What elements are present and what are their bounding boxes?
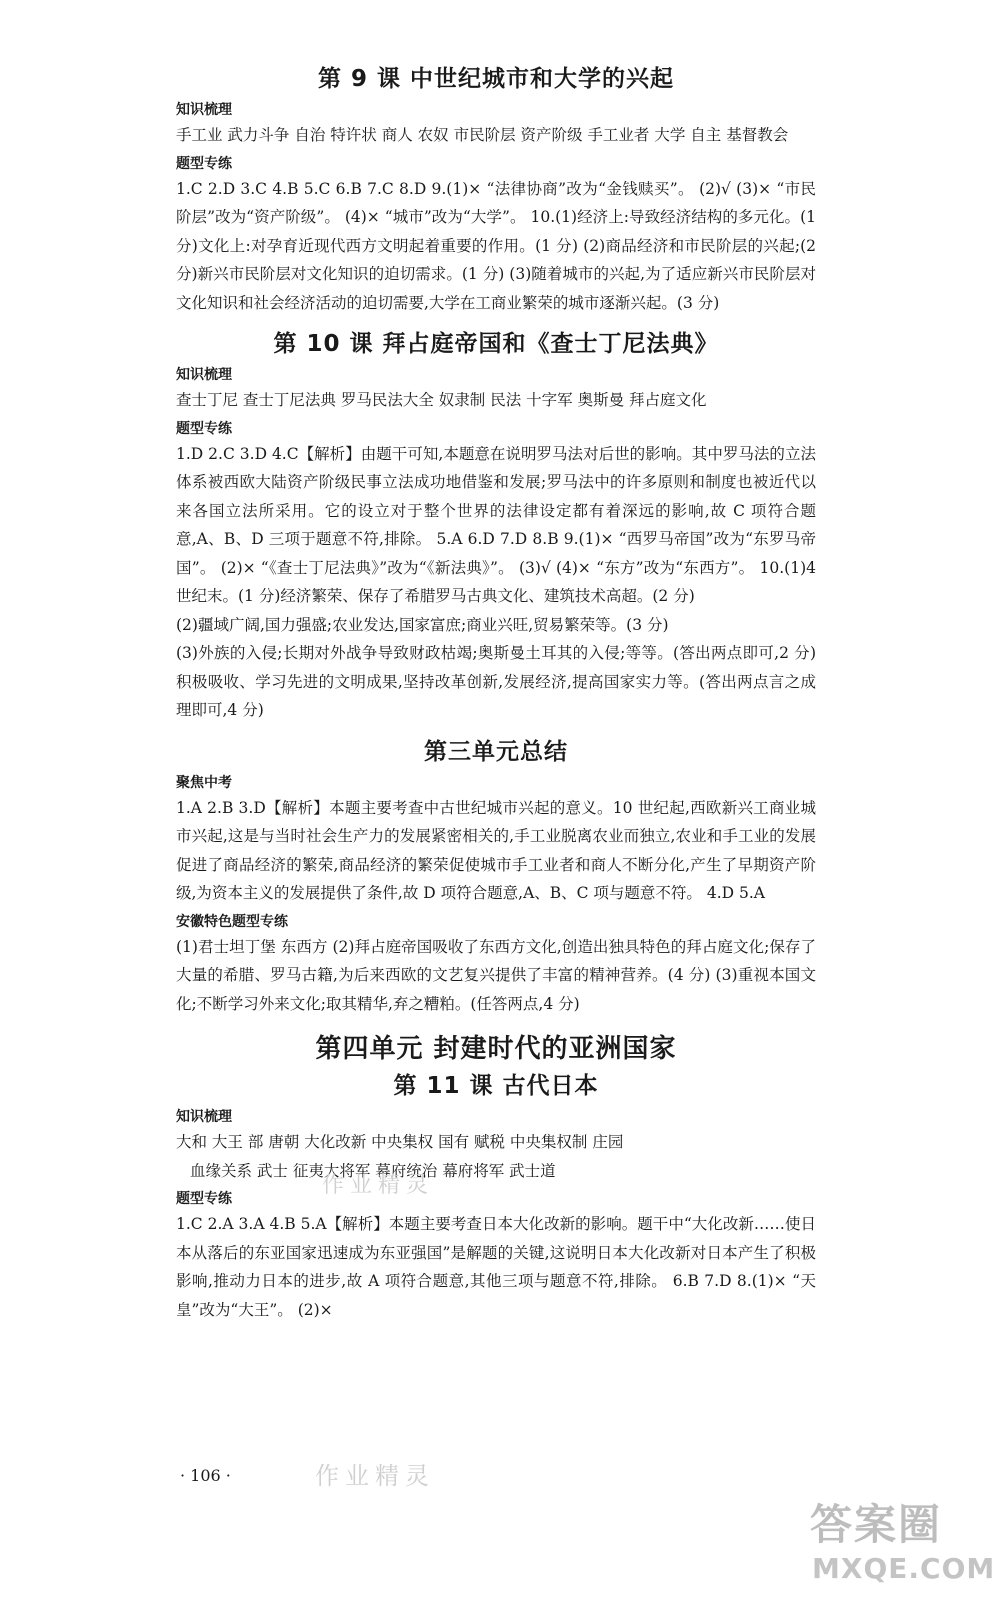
lesson-10-title: 第 10 课 拜占庭帝国和《查士丁尼法典》: [273, 331, 719, 357]
lesson-9-practice-text: 1.C 2.D 3.C 4.B 5.C 6.B 7.C 8.D 9.(1)× “法律协商”改为“金钱赎买”。 (2)√ (3)× “市民阶层”改为“资产阶级”。 (4)× “城市”改为“大学”。 10.(1)经济上:导致经济结构的多元化。(1 分)文化上:对孕育近现代西方文明起着重要的作用。(1 分) (2)商品经济和市民阶层的兴起;(2 分)新兴市民阶层对文化知识的迫切需求。(1 分) (3)随着城市的兴起,为了适应新兴市民阶层对文化知识和社会经济活动的迫切需要,大学在工商业繁荣的城市逐渐兴起。(3 分): [176, 179, 816, 312]
unit-4-title: 第四单元 封建时代的亚洲国家: [315, 1034, 677, 1064]
lesson-11-practice-text: 1.C 2.A 3.A 4.B 5.A【解析】本题主要考查日本大化改新的影响。题干中“大化改新……使日本从落后的东亚国家迅速成为东亚强国”是解题的关键,这说明日本大化改新对日本产生了积极影响,推动力日本的进步,故 A 项符合题意,其他三项与题意不符,排除。 6.B 7.D 8.(1)× “天皇”改为“大王”。 (2)×: [176, 1215, 816, 1319]
lesson-10-practice-label: 题型专练: [176, 420, 232, 437]
anhui-practice-label: 安徽特色题型专练: [176, 913, 288, 930]
lesson-10-practice-text: 1.D 2.C 3.D 4.C【解析】由题干可知,本题意在说明罗马法对后世的影响。其中罗马法的立法体系被西欧大陆资产阶级民事立法成功地借鉴和发展;罗马法中的许多原则和制度也被近代以来各国立法所采用。它的设立对于整个世界的法律设定都有着深远的影响,故 C 项符合题意,A、B、D 三项于题意不符,排除。 5.A 6.D 7.D 8.B 9.(1)× “西罗马帝国”改为“东罗马帝国”。 (2)× “《查士丁尼法典》”改为“《新法典》”。 (3)√ (4)× “东方”改为“东西方”。 10.(1)4 世纪末。(1 分)经济繁荣、保存了希腊罗马古典文化、建筑技术高超。(2 分): [176, 444, 816, 605]
lesson-10-knowledge-text: 查士丁尼 查士丁尼法典 罗马民法大全 奴隶制 民法 十字军 奥斯曼 拜占庭文化: [176, 391, 707, 409]
lesson-9-knowledge-label: 知识梳理: [176, 102, 232, 118]
focus-exam-label: 聚焦中考: [176, 774, 232, 791]
site-logo: [810, 1492, 996, 1592]
lesson-11-title: 第 11 课 古代日本: [393, 1073, 599, 1099]
logo-url: MXQE.COM: [812, 1552, 996, 1585]
lesson-11-knowledge-text-2: 血缘关系 武士 征夷大将军 幕府统治 幕府将军 武士道: [190, 1161, 556, 1180]
lesson-10-practice-text-3: (3)外族的入侵;长期对外战争导致财政枯竭;奥斯曼土耳其的入侵;等等。(答出两点即可,2 分)积极吸收、学习先进的文明成果,坚持改革创新,发展经济,提高国家实力等。(答出两点言之成理即可,4 分): [176, 644, 816, 719]
lesson-10-knowledge-label: 知识梳理: [176, 367, 232, 383]
lesson-9-knowledge-text: 手工业 武力斗争 自治 特许状 商人 农奴 市民阶层 资产阶级 手工业者 大学 自主 基督教会: [176, 126, 789, 144]
watermark-top: 作业精灵: [322, 1173, 435, 1198]
lesson-11-knowledge-text-1: 大和 大王 部 唐朝 大化改新 中央集权 国有 赋税 中央集权制 庄园: [176, 1133, 624, 1151]
lesson-9-title: 第 9 课 中世纪城市和大学的兴起: [317, 66, 675, 92]
anhui-practice-text: (1)君士坦丁堡 东西方 (2)拜占庭帝国吸收了东西方文化,创造出独具特色的拜占庭文化;保存了大量的希腊、罗马古籍,为后来西欧的文艺复兴提供了丰富的精神营养。(4 分) (3)重视本国文化;不断学习外来文化;取其精华,弃之糟粕。(任答两点,4 分): [176, 937, 816, 1013]
lesson-9-practice-label: 题型专练: [176, 155, 232, 172]
watermark-bottom: 作业精灵: [315, 1462, 435, 1490]
focus-exam-text: 1.A 2.B 3.D【解析】本题主要考查中古世纪城市兴起的意义。10 世纪起,西欧新兴工商业城市兴起,这是与当时社会生产力的发展紧密相关的,手工业脱离农业而独立,农业和手工业的发展促进了商品经济的繁荣,商品经济的繁荣促使城市手工业者和商人不断分化,产生了早期资产阶级,为资本主义的发展提供了条件,故 D 项符合题意,A、B、C 项与题意不符。 4.D 5.A: [176, 798, 816, 902]
logo-text: 答案圈: [810, 1500, 943, 1549]
lesson-10-practice-text-2: (2)疆域广阔,国力强盛;农业发达,国家富庶;商业兴旺,贸易繁荣等。(3 分): [176, 615, 669, 634]
unit-3-summary-title: 第三单元总结: [424, 738, 568, 765]
answer-page: [176, 58, 816, 1324]
page-number: · 106 ·: [180, 1466, 231, 1485]
lesson-11-practice-label: 题型专练: [176, 1191, 232, 1207]
lesson-11-knowledge-label: 知识梳理: [176, 1109, 232, 1125]
